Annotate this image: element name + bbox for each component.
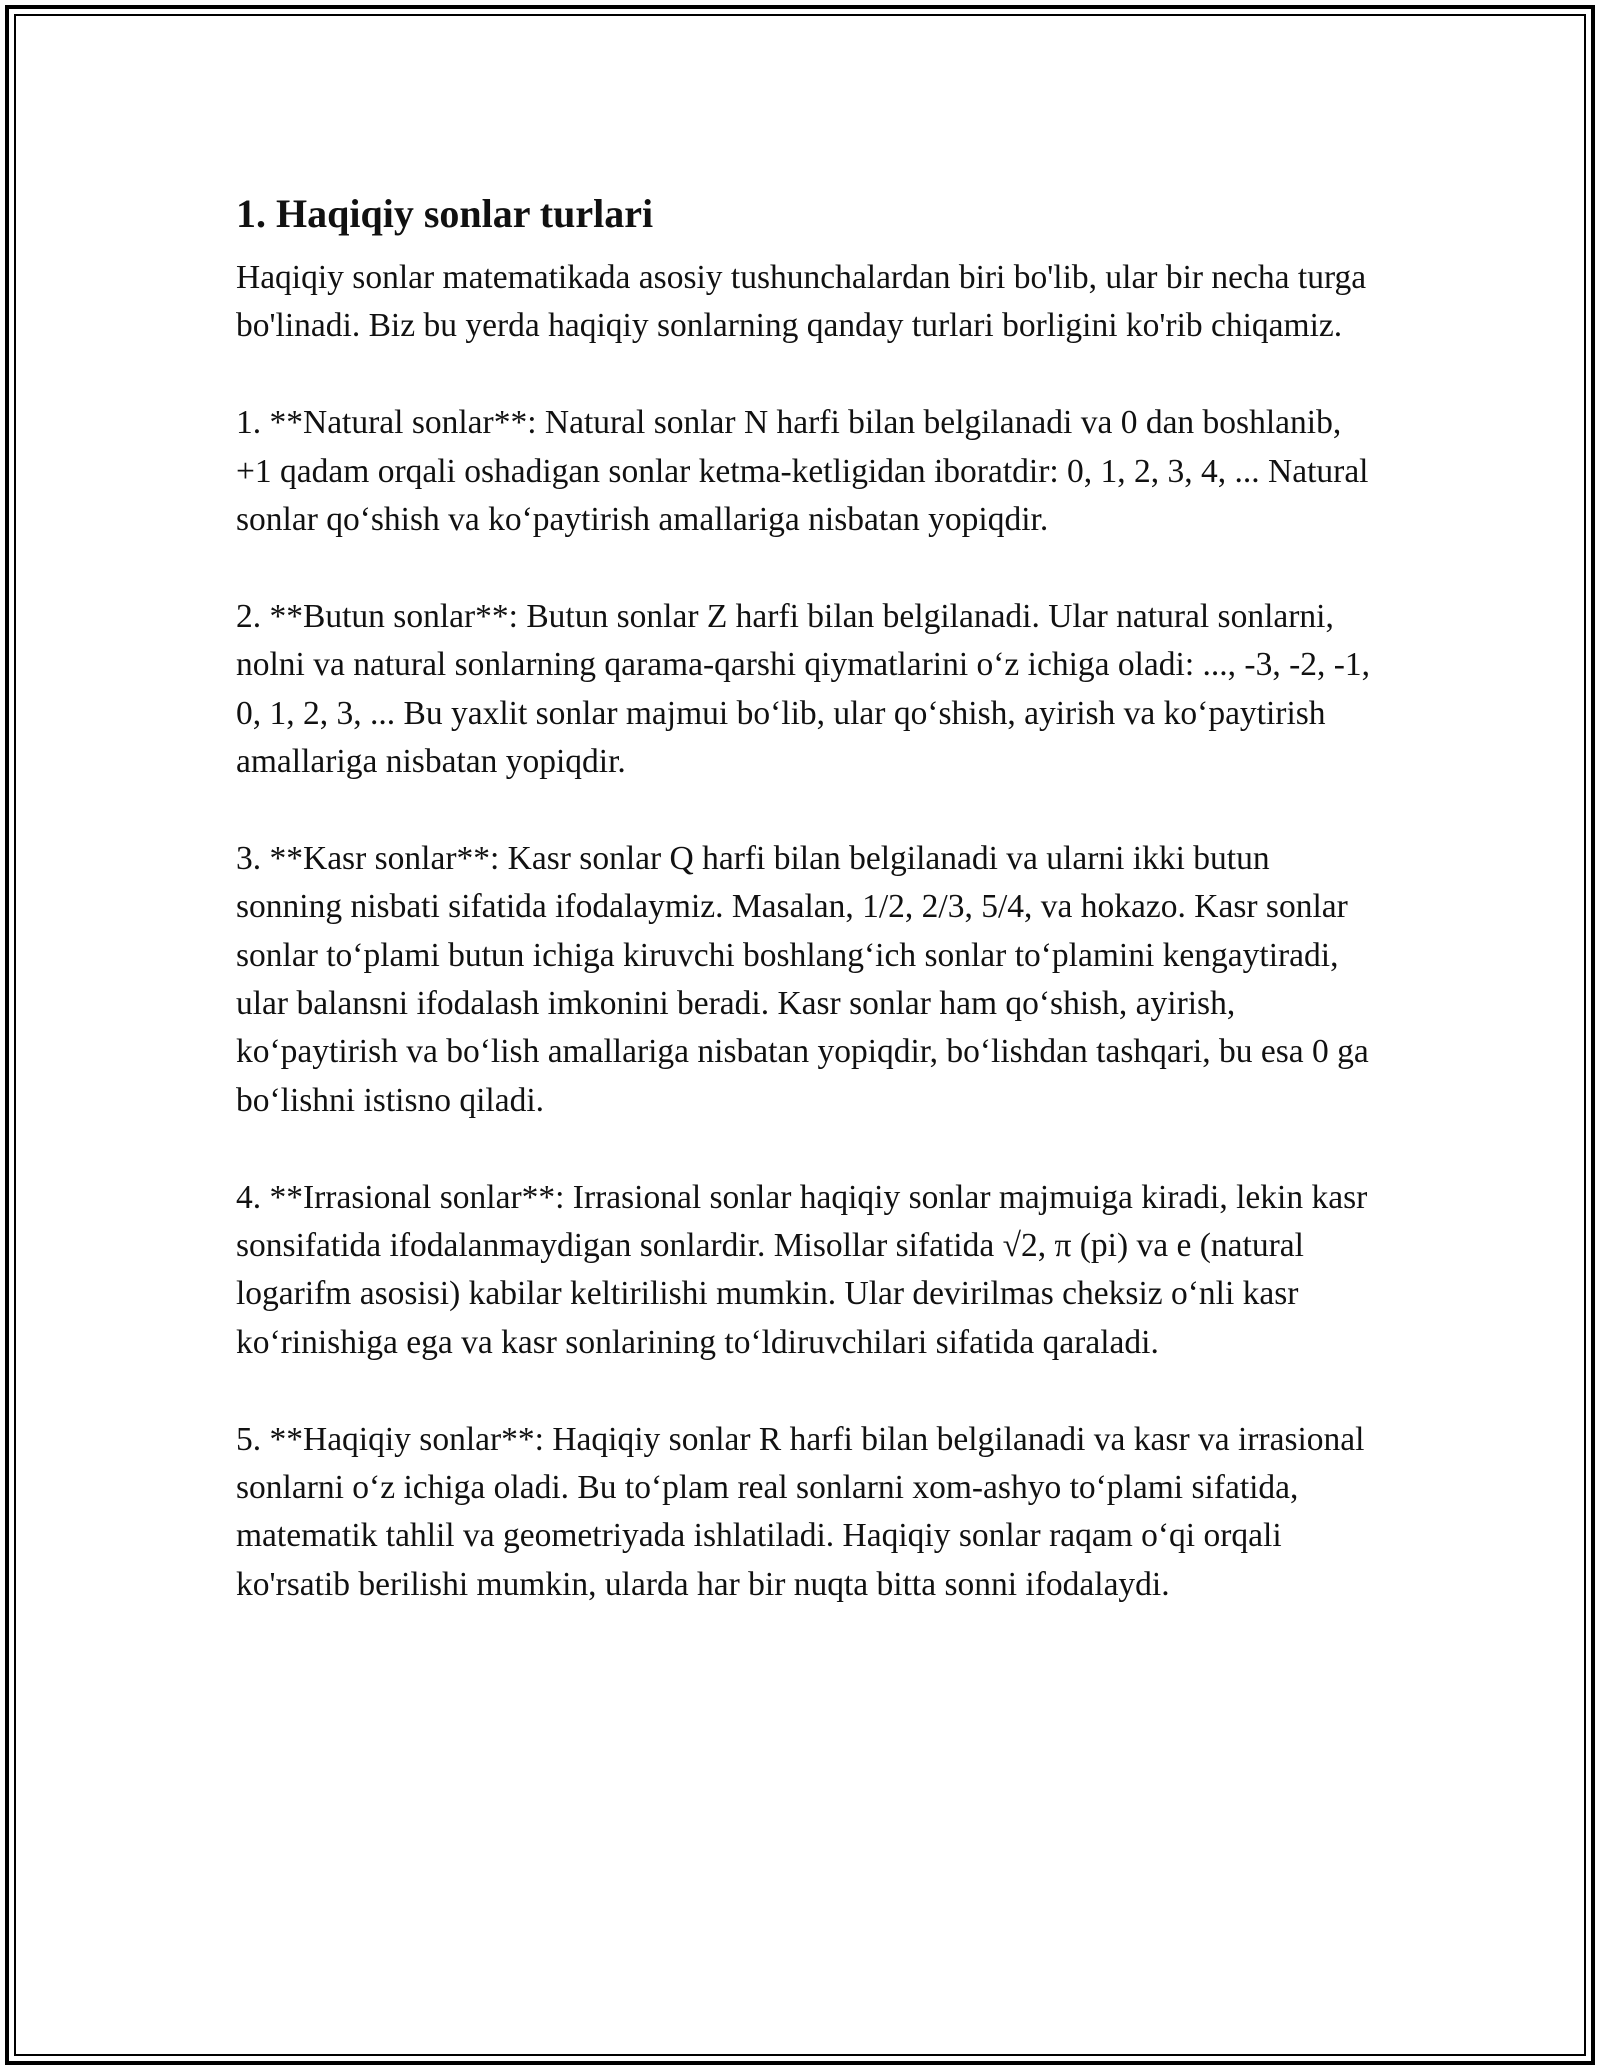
item-natural-numbers: 1. **Natural sonlar**: Natural sonlar N harfi bilan belgilanadi va 0 dan boshlanib, +1 qadam orqali oshadigan sonlar ketma-ketligidan iboratdir: 0, 1, 2, 3, 4, ... Natural sonlar qo‘shish va ko‘paytirish amallariga nisbatan yopiqdir.	[236, 404, 1369, 539]
item-rational-numbers: 3. **Kasr sonlar**: Kasr sonlar Q harfi bilan belgilanadi va ularni ikki butun sonning nisbati sifatida ifodalaymiz. Masalan, 1/2, 2/3, 5/4, va hokazo. Kasr sonlar sonlar to‘plami butun ichiga kiruvchi boshlang‘ich sonlar to‘plamini kengaytiradi, ular balansni ifodalash imkonini beradi. Kasr sonlar ham qo‘shish, ayirish, ko‘paytirish va bo‘lish amallariga nisbatan yopiqdir, bo‘lishdan tashqari, bu esa 0 ga bo‘lishni istisno qiladi.	[236, 839, 1369, 1119]
item-irrational-numbers: 4. **Irrasional sonlar**: Irrasional sonlar haqiqiy sonlar majmuiga kiradi, lekin kasr sonsifatida ifodalanmaydigan sonlardir. Misollar sifatida √2, π (pi) va e (natural logarifm asosisi) kabilar keltirilishi mumkin. Ular devirilmas cheksiz o‘nli kasr ko‘rinishiga ega va kasr sonlarining to‘ldiruvchilari sifatida qaraladi.	[236, 1178, 1368, 1361]
item-integers: 2. **Butun sonlar**: Butun sonlar Z harfi bilan belgilanadi. Ular natural sonlarni, nolni va natural sonlarning qarama-qarshi qiymatlarini o‘z ichiga oladi: ..., -3, -2, -1, 0, 1, 2, 3, ... Bu yaxlit sonlar majmui bo‘lib, ular qo‘shish, ayirish va ko‘paytirish amallariga nisbatan yopiqdir.	[236, 597, 1371, 781]
document-content	[236, 186, 1376, 1658]
item-real-numbers: 5. **Haqiqiy sonlar**: Haqiqiy sonlar R harfi bilan belgilanadi va kasr va irrasional sonlarni o‘z ichiga oladi. Bu to‘plam real sonlarni xom-ashyo to‘plami sifatida, matematik tahlil va geometriyada ishlatiladi. Haqiqiy sonlar raqam o‘qi orqali ko'rsatib berilishi mumkin, ularda har bir nuqta bitta sonni ifodalaydi.	[236, 1420, 1365, 1603]
section-title: 1. Haqiqiy sonlar turlari	[236, 191, 654, 236]
intro-paragraph: Haqiqiy sonlar matematikada asosiy tushunchalardan biri bo'lib, ular bir necha turga bo'linadi. Biz bu yerda haqiqiy sonlarning qanday turlari borligini ko'rib chiqamiz.	[236, 259, 1367, 345]
